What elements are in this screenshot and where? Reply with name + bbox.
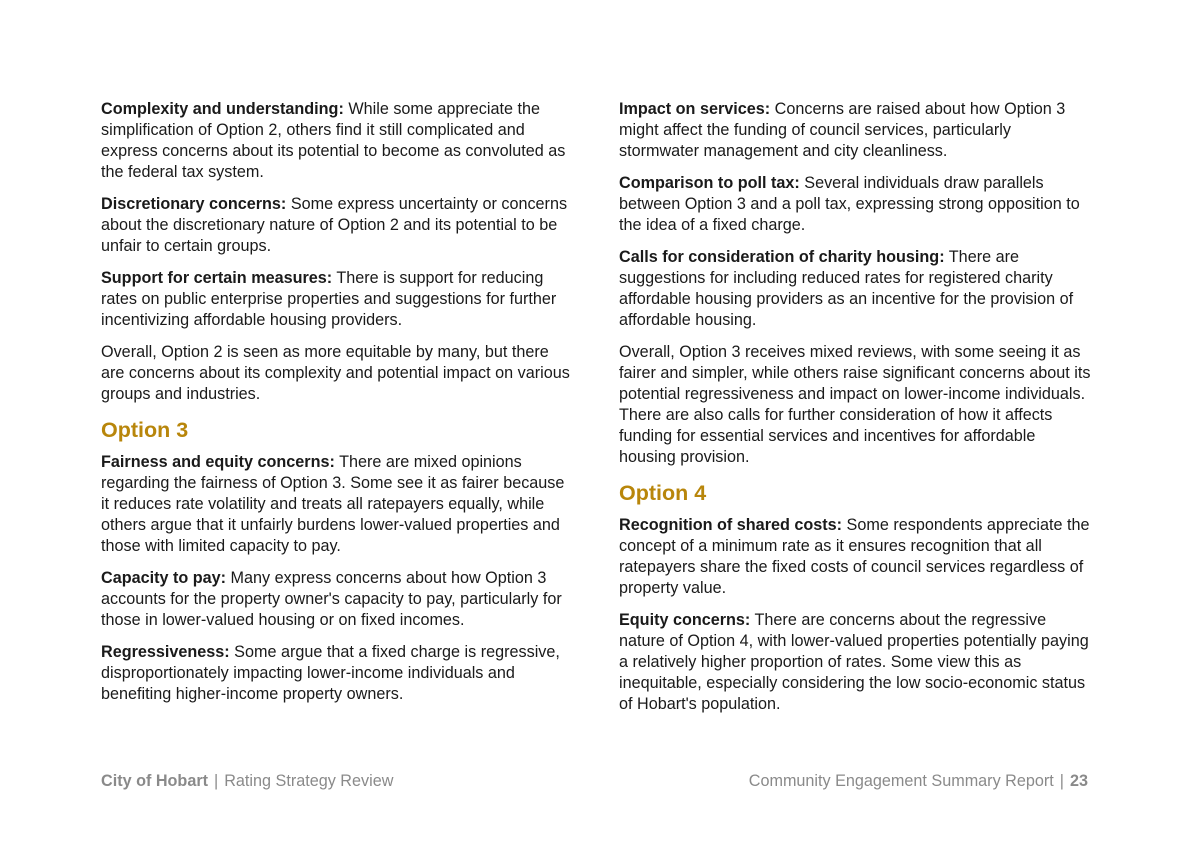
paragraph-text: Overall, Option 3 receives mixed reviews, with some seeing it as fairer and simpler, while others raise significant concerns about its potential regressiveness and impact on lower-income individuals. There are also calls for further consideration of how it affects funding for essential services and incentives for affordable housing provision. [619, 343, 1091, 466]
paragraph-text: Some argue that a fixed charge is regressive, disproportionately impacting lower-income individuals and benefiting higher-income property owners. [101, 643, 560, 703]
paragraph-shared-costs [619, 515, 1093, 599]
paragraph-equity [619, 610, 1093, 715]
paragraph-term: Impact on services: [619, 100, 771, 118]
paragraph-capacity [101, 568, 575, 631]
heading-option-3: Option 3 [101, 418, 189, 442]
paragraph-term: Capacity to pay: [101, 569, 227, 587]
footer-separator: | [1059, 772, 1064, 790]
paragraph-text: While some appreciate the simplification of Option 2, others find it still complicated and express concerns about its potential to become as convoluted as the federal tax system. [101, 100, 566, 181]
paragraph-text: Overall, Option 2 is seen as more equitable by many, but there are concerns about its complexity and potential impact on various groups and industries. [101, 343, 570, 403]
paragraph-discretionary [101, 194, 575, 257]
paragraph-overall-option-3 [619, 342, 1093, 468]
paragraph-text: There are mixed opinions regarding the fairness of Option 3. Some see it as fairer because it reduces rate volatility and treats all ratepayers equally, while others argue that it unfairly burdens lower-valued properties and those with limited capacity to pay. [101, 453, 565, 555]
paragraph-text: Concerns are raised about how Option 3 might affect the funding of council services, particularly stormwater management and city cleanliness. [619, 100, 1066, 160]
paragraph-term: Support for certain measures: [101, 269, 333, 287]
paragraph-term: Comparison to poll tax: [619, 174, 800, 192]
paragraph-regressiveness [101, 642, 575, 705]
footer-right [749, 771, 1088, 792]
paragraph-support [101, 268, 575, 331]
heading-option-4: Option 4 [619, 481, 707, 505]
paragraph-complexity [101, 99, 575, 183]
paragraph-text: Some express uncertainty or concerns about the discretionary nature of Option 2 and its potential to be unfair to certain groups. [101, 195, 568, 255]
paragraph-charity-housing [619, 247, 1093, 331]
right-column [619, 99, 1093, 726]
paragraph-term: Discretionary concerns: [101, 195, 287, 213]
paragraph-term: Fairness and equity concerns: [101, 453, 335, 471]
paragraph-term: Regressiveness: [101, 643, 230, 661]
paragraph-term: Equity concerns: [619, 611, 751, 629]
paragraph-text: Several individuals draw parallels between Option 3 and a poll tax, expressing strong opposition to the idea of a fixed charge. [619, 174, 1080, 234]
paragraph-poll-tax [619, 173, 1093, 236]
footer-doc-title: Rating Strategy Review [224, 772, 394, 790]
footer-left [101, 771, 393, 792]
paragraph-term: Calls for consideration of charity housing: [619, 248, 945, 266]
page-number: 23 [1069, 772, 1088, 790]
paragraph-term: Complexity and understanding: [101, 100, 344, 118]
paragraph-text: There are concerns about the regressive nature of Option 4, with lower-valued properties potentially paying a relatively higher proportion of rates. Some view this as inequitable, especially considering the low socio-economic status of Hobart's population. [619, 611, 1089, 713]
paragraph-impact-services [619, 99, 1093, 162]
footer-separator: | [214, 772, 219, 790]
left-column [101, 99, 575, 716]
paragraph-term: Recognition of shared costs: [619, 516, 843, 534]
footer-report-title: Community Engagement Summary Report [748, 772, 1054, 790]
paragraph-overall-option-2 [101, 342, 575, 405]
paragraph-text: There is support for reducing rates on public enterprise properties and suggestions for further incentivizing affordable housing providers. [101, 269, 557, 329]
footer-org: City of Hobart [101, 772, 209, 790]
paragraph-text: There are suggestions for including reduced rates for registered charity affordable housing providers as an incentive for the provision of affordable housing. [619, 248, 1074, 329]
paragraph-text: Many express concerns about how Option 3 accounts for the property owner's capacity to pay, particularly for those in lower-valued housing or on fixed incomes. [101, 569, 562, 629]
paragraph-fairness [101, 452, 575, 557]
paragraph-text: Some respondents appreciate the concept of a minimum rate as it ensures recognition that all ratepayers share the fixed costs of council services regardless of property value. [619, 516, 1090, 597]
